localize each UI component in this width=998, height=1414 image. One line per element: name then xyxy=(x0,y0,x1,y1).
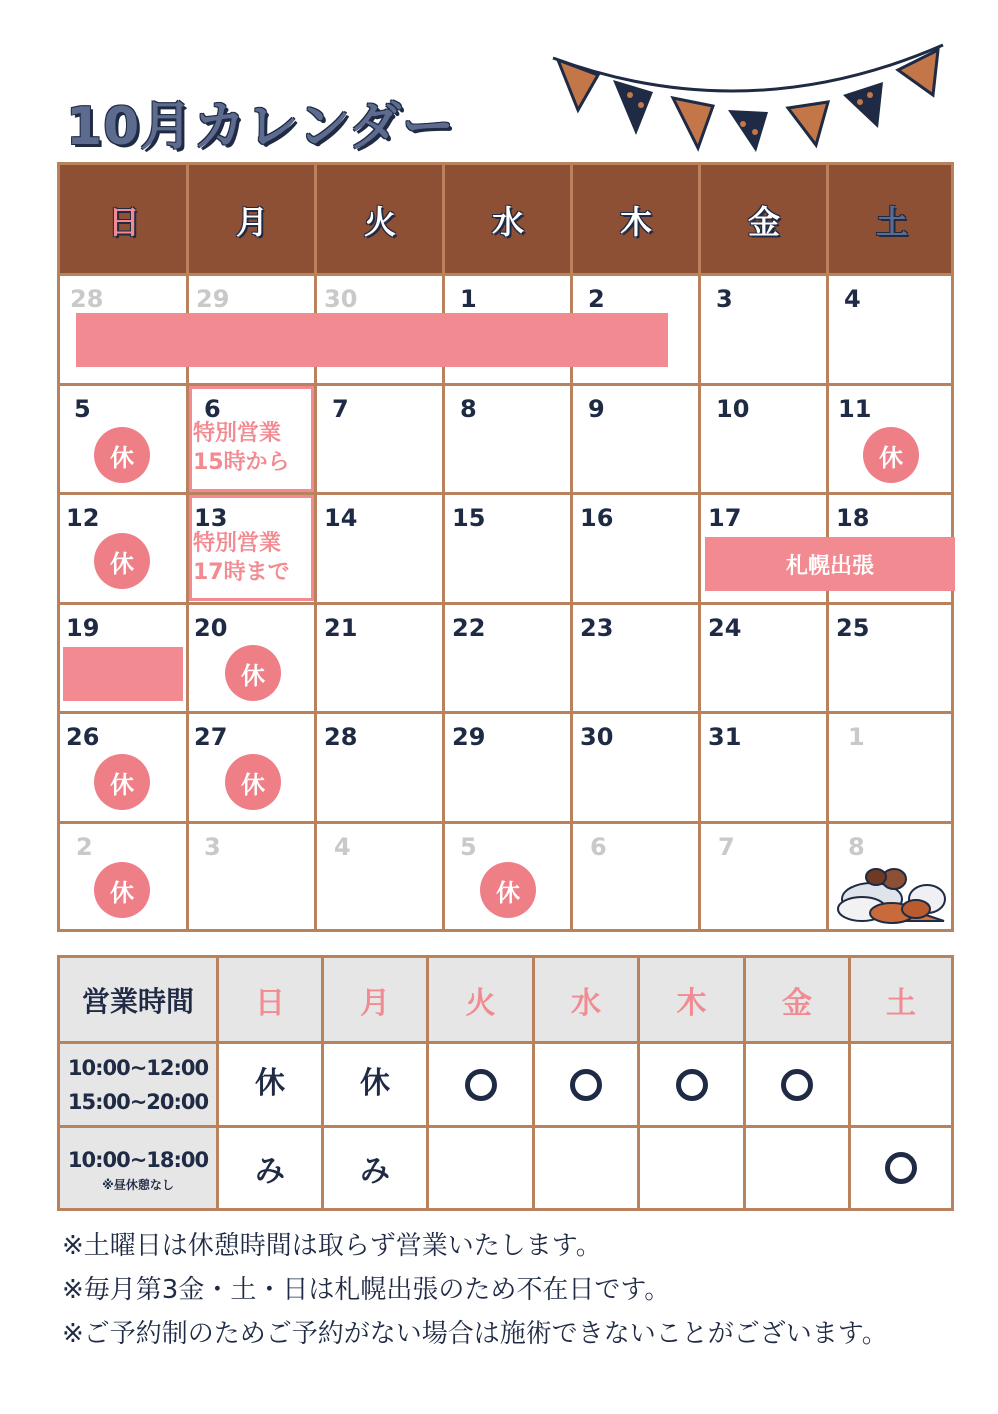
day-cell: 11 xyxy=(838,395,872,423)
hours-table-title: 営業時間 xyxy=(81,985,194,1018)
hours-weekday: 木 xyxy=(676,986,707,1021)
day-cell: 22 xyxy=(452,614,486,642)
day-cell: 28 xyxy=(324,723,358,751)
weekday-sat: 土 xyxy=(875,202,908,241)
day-cell: 17 xyxy=(708,504,742,532)
special-line: 特別営業 xyxy=(193,421,282,446)
time-range: 10:00~12:00 xyxy=(67,1055,209,1080)
note-line: ※毎月第3金・土・日は札幌出張のため不在日です。 xyxy=(62,1275,671,1305)
day-cell: 21 xyxy=(324,614,358,642)
open-circle-icon xyxy=(570,1069,602,1101)
open-mark xyxy=(429,1044,532,1125)
day-cell: 3 xyxy=(204,833,221,861)
day-cell: 16 xyxy=(580,504,614,532)
day-cell: 4 xyxy=(334,833,351,861)
day-cell: 10 xyxy=(716,395,750,423)
hours-weekday: 月 xyxy=(360,986,390,1021)
notes xyxy=(62,1224,888,1356)
day-cell: 23 xyxy=(580,614,614,642)
time-note: ※昼休憩なし xyxy=(102,1178,174,1192)
open-circle-icon xyxy=(781,1069,813,1101)
day-cell: 7 xyxy=(718,833,735,861)
closed-badge: 休 xyxy=(94,862,150,918)
closed-badge: 休 xyxy=(225,754,281,810)
day-cell: 24 xyxy=(708,614,742,642)
day-cell: 29 xyxy=(452,723,486,751)
day-cell: 1 xyxy=(848,723,865,751)
weekday-thu: 木 xyxy=(619,202,652,241)
day-cell: 14 xyxy=(324,504,358,532)
day-cell: 28 xyxy=(70,285,104,313)
weekday-wed: 水 xyxy=(491,202,524,241)
time-range: 10:00~18:00 xyxy=(67,1148,209,1172)
hours-weekday: 金 xyxy=(782,986,812,1021)
special-line: 17時まで xyxy=(193,560,290,585)
closed-badge: 休 xyxy=(94,533,150,589)
day-cell: 3 xyxy=(716,285,733,313)
weekday-fri: 金 xyxy=(747,202,780,241)
closed-badge: 休 xyxy=(863,427,919,483)
open-mark xyxy=(640,1044,743,1125)
special-line: 特別営業 xyxy=(193,531,282,556)
day-cell: 4 xyxy=(844,285,861,313)
day-cell: 1 xyxy=(460,285,477,313)
open-circle-icon xyxy=(885,1152,917,1184)
open-circle-icon xyxy=(676,1069,708,1101)
hours-mark: 休 xyxy=(360,1066,390,1101)
day-cell: 31 xyxy=(708,723,742,751)
day-cell: 8 xyxy=(848,833,865,861)
open-mark xyxy=(851,1128,951,1208)
day-cell: 6 xyxy=(590,833,607,861)
weekday-mon: 月 xyxy=(235,202,268,241)
vegetables-icon xyxy=(832,849,950,929)
closed-badge: 休 xyxy=(225,645,281,701)
unavailable-bar xyxy=(76,313,668,367)
closed-badge: 休 xyxy=(94,754,150,810)
special-hours-text xyxy=(193,419,290,477)
hours-mark: 休 xyxy=(255,1066,285,1101)
day-cell: 25 xyxy=(836,614,870,642)
special-line: 15時から xyxy=(193,450,290,475)
hours-weekday: 土 xyxy=(886,986,916,1021)
day-cell: 5 xyxy=(74,395,91,423)
day-cell: 12 xyxy=(66,504,100,532)
note-line: ※土曜日は休憩時間は取らず営業いたします。 xyxy=(62,1231,602,1261)
special-hours-text xyxy=(193,529,290,587)
open-circle-icon xyxy=(465,1069,497,1101)
day-cell: 8 xyxy=(460,395,477,423)
day-cell: 7 xyxy=(332,395,349,423)
open-mark xyxy=(746,1044,848,1125)
weekday-sun: 日 xyxy=(107,202,140,241)
hours-weekday: 火 xyxy=(465,986,496,1021)
note-line: ※ご予約制のためご予約がない場合は施術できないことがございます。 xyxy=(62,1319,888,1349)
day-cell: 30 xyxy=(580,723,614,751)
day-cell: 2 xyxy=(76,833,93,861)
day-cell: 27 xyxy=(194,723,228,751)
page-title: 10月カレンダー xyxy=(66,97,455,157)
sapporo-trip-bar: 札幌出張 xyxy=(705,537,955,591)
day-cell: 6 xyxy=(204,395,221,423)
open-mark xyxy=(535,1044,637,1125)
day-cell: 5 xyxy=(460,833,477,861)
hours-weekday: 水 xyxy=(571,986,601,1021)
day-cell: 2 xyxy=(588,285,605,313)
weekday-tue: 火 xyxy=(363,202,396,241)
hours-weekday: 日 xyxy=(255,986,285,1021)
day-cell: 9 xyxy=(588,395,605,423)
hours-row-2-time xyxy=(60,1128,216,1208)
day-cell: 30 xyxy=(324,285,358,313)
day-cell: 29 xyxy=(196,285,230,313)
day-cell: 18 xyxy=(836,504,870,532)
hours-mark: み xyxy=(255,1154,285,1189)
day-cell: 26 xyxy=(66,723,100,751)
hours-row-1-time xyxy=(60,1044,216,1125)
day-cell: 19 xyxy=(66,614,100,642)
day-cell: 20 xyxy=(194,614,228,642)
bunting-decoration xyxy=(548,40,948,160)
sapporo-trip-bar xyxy=(63,647,183,701)
october-calendar xyxy=(57,162,954,932)
day-cell: 15 xyxy=(452,504,486,532)
day-cell: 13 xyxy=(194,504,228,532)
hours-mark: み xyxy=(360,1154,390,1189)
closed-badge: 休 xyxy=(94,427,150,483)
business-hours-table xyxy=(57,955,954,1211)
time-range: 15:00~20:00 xyxy=(67,1089,209,1114)
closed-badge: 休 xyxy=(480,862,536,918)
